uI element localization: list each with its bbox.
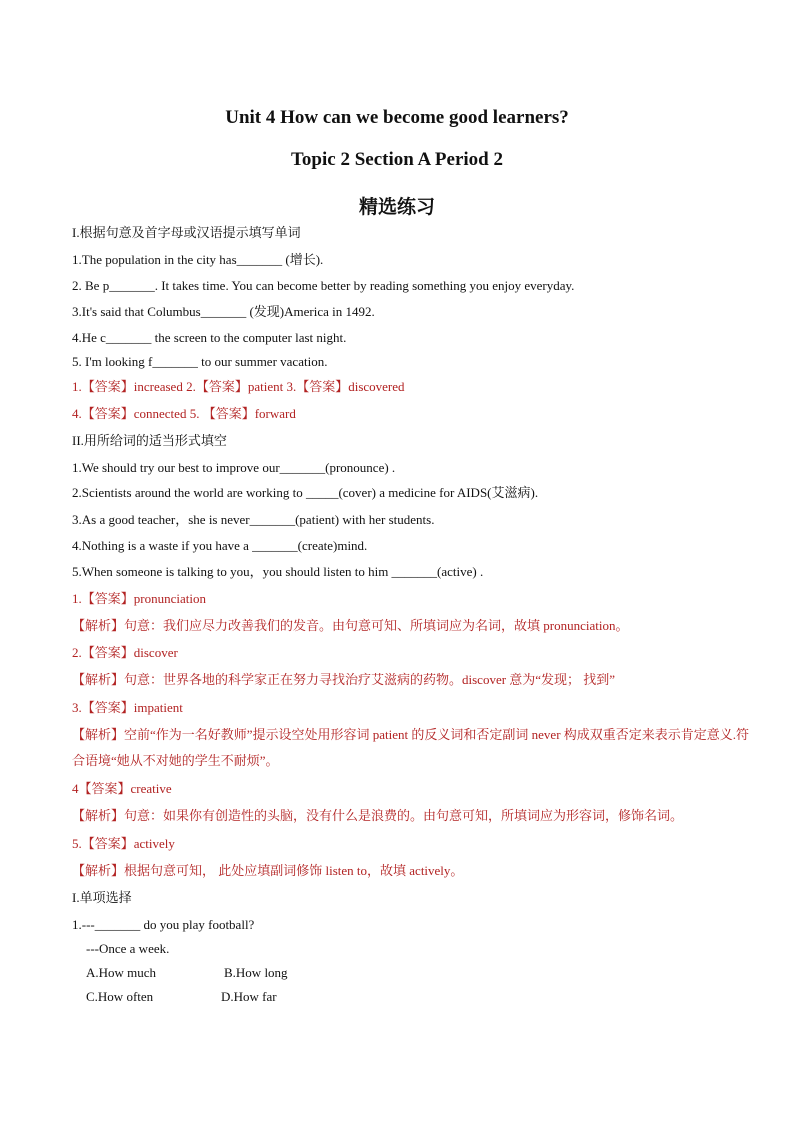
section2-heading: II.用所给词的适当形式填空	[72, 433, 227, 448]
document-subtitle: Topic 2 Section A Period 2	[290, 149, 503, 170]
document-heading: 精选练习	[358, 197, 435, 218]
section2-analysis-4: 【解析】句意：如果你有创造性的头脑，没有什么是浪费的。由句意可知，所填词应为形容词，修饰名词。	[72, 808, 684, 823]
option-a: A.How much	[86, 965, 157, 980]
section2-answer-5: 5.【答案】actively	[72, 836, 175, 851]
section1-heading: I.根据句意及首字母或汉语提示填写单词	[72, 225, 301, 240]
section2-question-1: 1.We should try our best to improve our_______(pronounce) .	[72, 460, 396, 475]
section2-question-2: 2.Scientists around the world are working to _____(cover) a medicine for AIDS(艾滋病).	[72, 485, 539, 500]
document-title: Unit 4 How can we become good learners?	[225, 107, 569, 128]
section1-question-2: 2. Be p_______. It takes time. You can become better by reading something you enjoy everyday.	[72, 278, 575, 293]
section2-answer-4: 4【答案】creative	[72, 781, 172, 796]
section2-question-4: 4.Nothing is a waste if you have a _______(create)mind.	[72, 538, 368, 553]
section2-question-5: 5.When someone is talking to you，you should listen to him _______(active) .	[72, 564, 484, 579]
section2-answer-3: 3.【答案】impatient	[72, 700, 183, 715]
option-d: D.How far	[221, 989, 277, 1004]
section3-options-row-1	[86, 965, 776, 981]
section1-answer-line-1: 1.【答案】increased 2.【答案】patient 3.【答案】discovered	[72, 379, 405, 394]
section2-analysis-2: 【解析】句意：世界各地的科学家正在努力寻找治疗艾滋病的药物。discover 意为“发现； 找到”	[72, 672, 616, 687]
section1-answer-line-2: 4.【答案】connected 5. 【答案】forward	[72, 406, 296, 421]
section3-heading: I.单项选择	[72, 890, 132, 905]
section1-question-4: 4.He c_______ the screen to the computer last night.	[72, 330, 347, 345]
section3-options-row-2	[86, 989, 776, 1005]
section1-question-5: 5. I'm looking f_______ to our summer vacation.	[72, 354, 328, 369]
option-b: B.How long	[224, 965, 288, 980]
section2-question-3: 3.As a good teacher，she is never_______(patient) with her students.	[72, 512, 435, 527]
section2-analysis-5: 【解析】根据句意可知， 此处应填副词修饰 listen to，故填 actively。	[72, 863, 464, 878]
option-c: C.How often	[86, 989, 154, 1004]
section2-answer-2: 2.【答案】discover	[72, 645, 178, 660]
section3-reply: ---Once a week.	[86, 941, 170, 956]
section3-question-1: 1.---_______ do you play football?	[72, 917, 255, 932]
section2-analysis-1: 【解析】句意：我们应尽力改善我们的发音。由句意可知、所填词应为名词，故填 pronunciation。	[72, 618, 629, 633]
section1-question-3: 3.It's said that Columbus_______ (发现)America in 1492.	[72, 304, 375, 319]
section2-answer-1: 1.【答案】pronunciation	[72, 591, 206, 606]
section1-question-1: 1.The population in the city has_______ (增长).	[72, 252, 324, 267]
section2-analysis-3: 【解析】空前“作为一名好教师”提示设空处用形容词 patient 的反义词和否定副词 never 构成双重否定来表示肯定意义.符合语境“她从不对她的学生不耐烦”。	[72, 727, 750, 768]
